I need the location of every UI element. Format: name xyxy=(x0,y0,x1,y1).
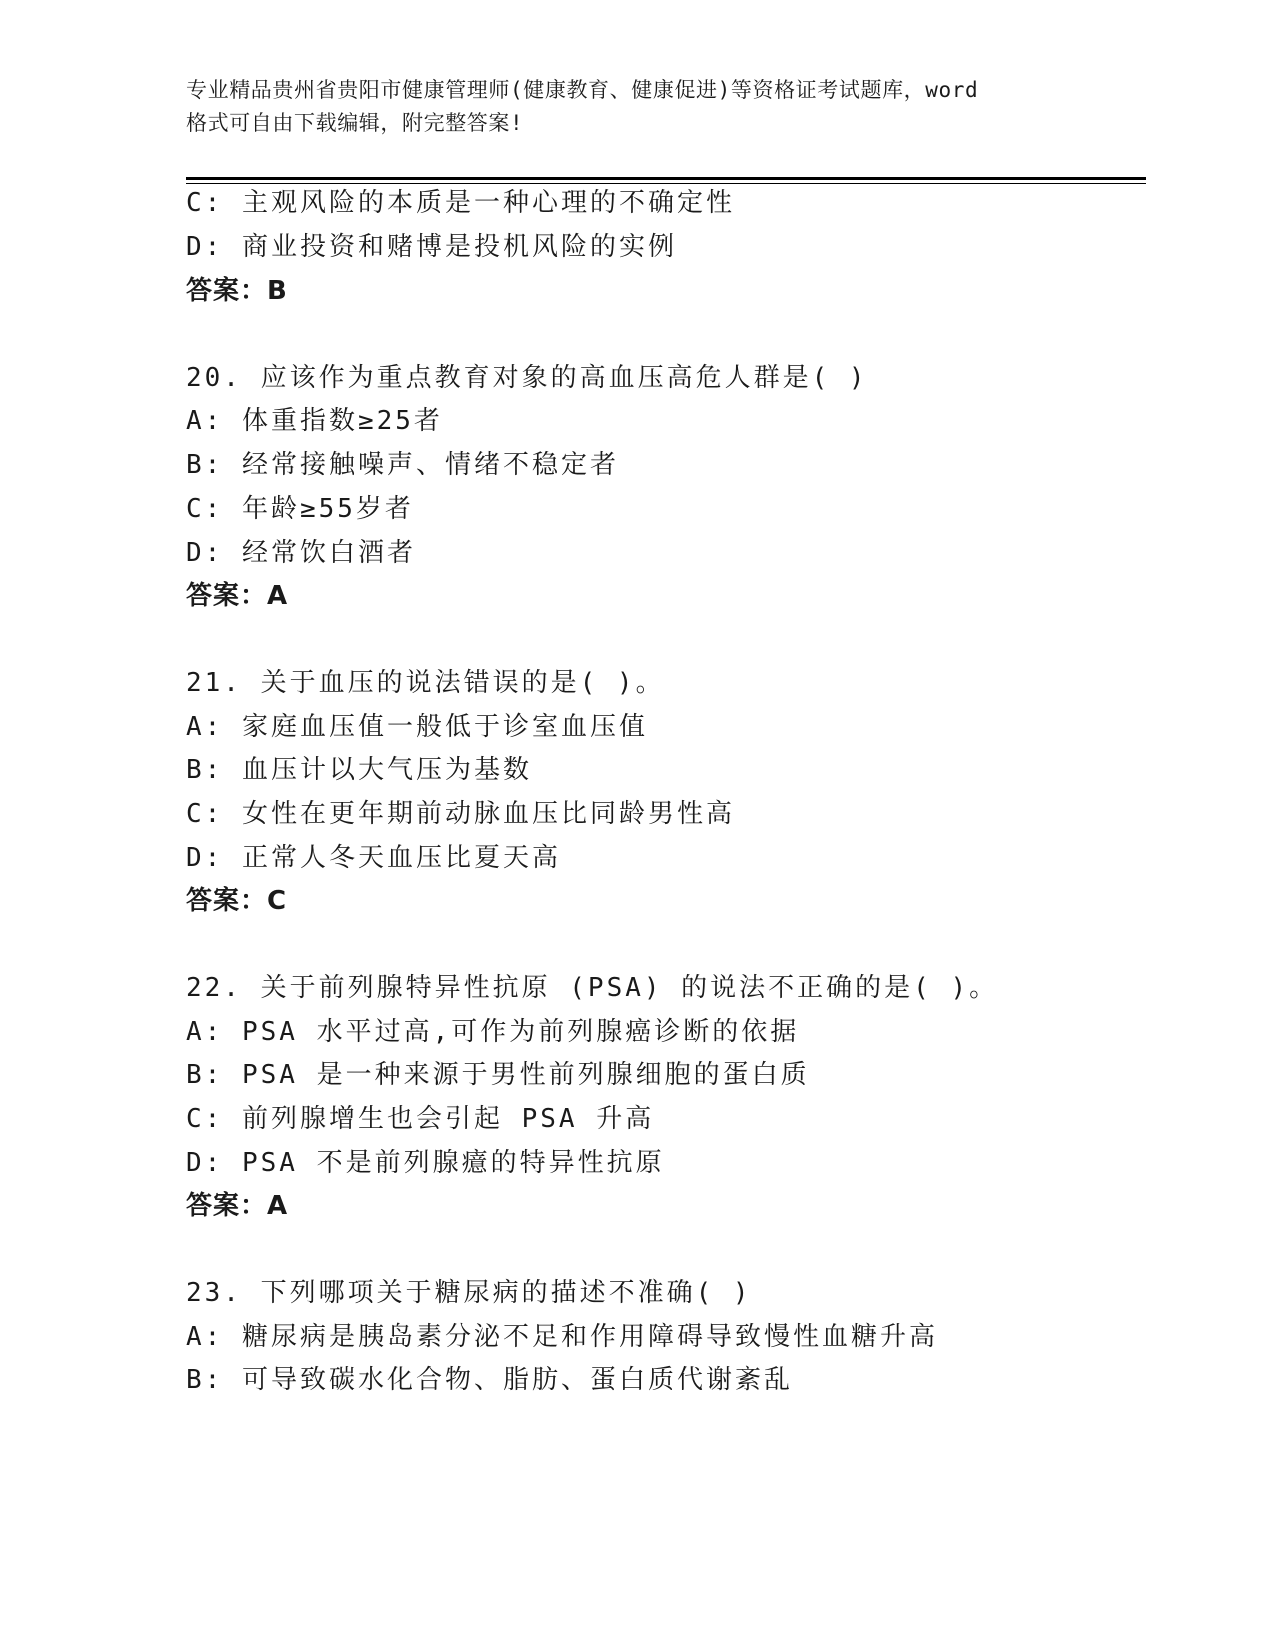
header-line-1: 专业精品贵州省贵阳市健康管理师(健康教育、健康促进)等资格证考试题库，word xyxy=(186,78,979,102)
q21-answer: 答案：C xyxy=(186,886,288,916)
q20-answer: 答案：A xyxy=(186,581,289,611)
q22-option-d: D: PSA 不是前列腺癔的特异性抗原 xyxy=(186,1148,665,1178)
q21-option-a: A: 家庭血压值一般低于诊室血压值 xyxy=(186,712,648,742)
q21-option-d: D: 正常人冬天血压比夏天高 xyxy=(186,843,561,873)
q19-option-d: D: 商业投资和赌博是投机风险的实例 xyxy=(186,232,677,262)
q23-question: 23. 下列哪项关于糖尿病的描述不准确( ) xyxy=(186,1278,752,1308)
q20-option-c: C: 年龄≥55岁者 xyxy=(186,494,414,524)
q19-answer: 答案：B xyxy=(186,276,288,306)
header-rule-thin xyxy=(186,183,1146,184)
q20-option-a: A: 体重指数≥25者 xyxy=(186,406,443,436)
q22-option-a: A: PSA 水平过高,可作为前列腺癌诊断的依据 xyxy=(186,1017,800,1047)
q23-option-a: A: 糖尿病是胰岛素分泌不足和作用障碍导致慢性血糖升高 xyxy=(186,1322,938,1352)
q22-question: 22. 关于前列腺特异性抗原 (PSA) 的说法不正确的是( )。 xyxy=(186,973,999,1003)
q21-option-b: B: 血压计以大气压为基数 xyxy=(186,755,532,785)
q22-option-b: B: PSA 是一种来源于男性前列腺细胞的蛋白质 xyxy=(186,1060,810,1090)
q23-option-b: B: 可导致碳水化合物、脂肪、蛋白质代谢紊乱 xyxy=(186,1365,793,1395)
q19-option-c: C: 主观风险的本质是一种心理的不确定性 xyxy=(186,188,735,218)
q20-option-d: D: 经常饮白酒者 xyxy=(186,538,416,568)
q22-answer: 答案：A xyxy=(186,1191,289,1221)
q22-option-c: C: 前列腺增生也会引起 PSA 升高 xyxy=(186,1104,655,1134)
q21-question: 21. 关于血压的说法错误的是( )。 xyxy=(186,668,665,698)
header-rule-thick xyxy=(186,177,1146,180)
q20-question: 20. 应该作为重点教育对象的高血压高危人群是( ) xyxy=(186,363,868,393)
q21-option-c: C: 女性在更年期前动脉血压比同龄男性高 xyxy=(186,799,735,829)
header-line-2: 格式可自由下载编辑，附完整答案! xyxy=(186,111,524,135)
q20-option-b: B: 经常接触噪声、情绪不稳定者 xyxy=(186,450,619,480)
page-header xyxy=(186,74,1086,140)
